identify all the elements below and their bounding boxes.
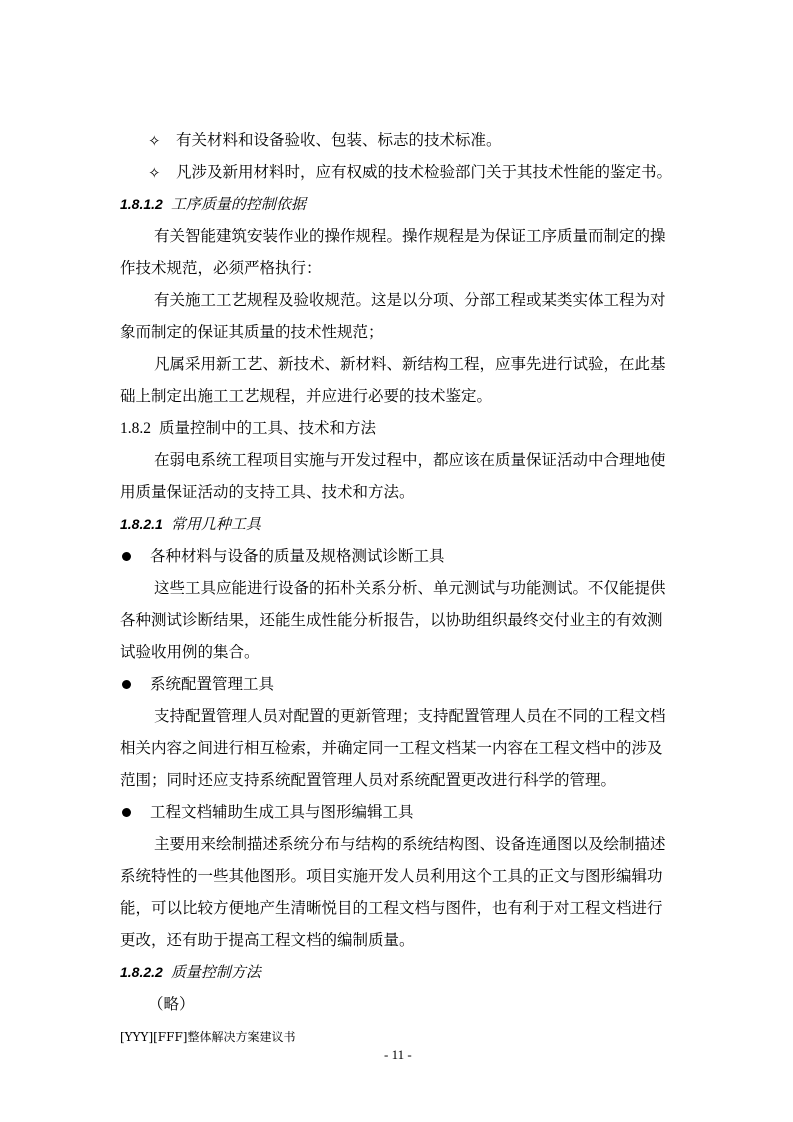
footer-title: [YYY][FFF]整体解决方案建议书	[120, 1030, 296, 1044]
section-number: 1.8.2	[120, 420, 151, 437]
list-item: 有关材料和设备验收、包装、标志的技术标准。	[176, 131, 502, 149]
paragraph-line: 主要用来绘制描述系统分布与结构的系统结构图、设备连通图以及绘制描述	[154, 835, 666, 853]
paragraph-line: 有关智能建筑安装作业的操作规程。操作规程是为保证工序质量而制定的操	[154, 227, 666, 245]
paragraph-line: 试验收用例的集合。	[120, 643, 260, 661]
diamond-bullet-icon: ✧	[148, 164, 161, 182]
section-title: 质量控制方法	[170, 963, 261, 981]
paragraph-line: 础上制定出施工工艺规程，并应进行必要的技术鉴定。	[120, 387, 493, 405]
bullet-item: 系统配置管理工具	[150, 675, 275, 693]
page-number: - 11 -	[384, 1047, 412, 1062]
section-heading	[120, 514, 261, 534]
section-title: 常用几种工具	[170, 515, 261, 533]
paragraph-line: （略）	[148, 995, 195, 1013]
paragraph-line: 这些工具应能进行设备的拓朴关系分析、单元测试与功能测试。不仅能提供	[154, 579, 666, 597]
paragraph-line: 系统特性的一些其他图形。项目实施开发人员利用这个工具的正文与图形编辑功	[120, 867, 663, 885]
paragraph-line: 象而制定的保证其质量的技术性规范；	[120, 323, 384, 341]
section-heading	[120, 418, 376, 439]
paragraph-line: 凡属采用新工艺、新技术、新材料、新结构工程，应事先进行试验，在此基	[154, 355, 666, 373]
paragraph-line: 能，可以比较方便地产生清晰悦目的工程文档与图件，也有利于对工程文档进行	[120, 899, 663, 917]
section-number: 1.8.2.1	[120, 516, 163, 532]
section-number: 1.8.2.2	[120, 964, 163, 980]
paragraph-line: 支持配置管理人员对配置的更新管理；支持配置管理人员在不同的工程文档	[154, 707, 666, 725]
paragraph-line: 用质量保证活动的支持工具、技术和方法。	[120, 483, 415, 501]
paragraph-line: 各种测试诊断结果，还能生成性能分析报告，以协助组织最终交付业主的有效测	[120, 611, 663, 629]
section-number: 1.8.1.2	[120, 196, 163, 212]
paragraph-line: 有关施工工艺规程及验收规范。这是以分项、分部工程或某类实体工程为对	[154, 291, 666, 309]
list-item: 凡涉及新用材料时，应有权威的技术检验部门关于其技术性能的鉴定书。	[176, 163, 673, 181]
bullet-dot-icon	[122, 680, 131, 689]
bullet-dot-icon	[122, 552, 131, 561]
paragraph-line: 在弱电系统工程项目实施与开发过程中，都应该在质量保证活动中合理地使	[154, 451, 666, 469]
section-title: 工序质量的控制依据	[170, 195, 306, 213]
diamond-bullet-icon: ✧	[148, 132, 161, 150]
section-heading	[120, 962, 261, 982]
paragraph-line: 相关内容之间进行相互检索，并确定同一工程文档某一内容在工程文档中的涉及	[120, 739, 663, 757]
section-title: 质量控制中的工具、技术和方法	[159, 419, 377, 437]
section-heading	[120, 194, 306, 214]
bullet-dot-icon	[122, 808, 131, 817]
bullet-item: 各种材料与设备的质量及规格测试诊断工具	[150, 547, 445, 565]
paragraph-line: 更改，还有助于提高工程文档的编制质量。	[120, 931, 415, 949]
paragraph-line: 范围；同时还应支持系统配置管理人员对系统配置更改进行科学的管理。	[120, 771, 617, 789]
bullet-item: 工程文档辅助生成工具与图形编辑工具	[150, 803, 414, 821]
paragraph-line: 作技术规范，必须严格执行：	[120, 259, 322, 277]
